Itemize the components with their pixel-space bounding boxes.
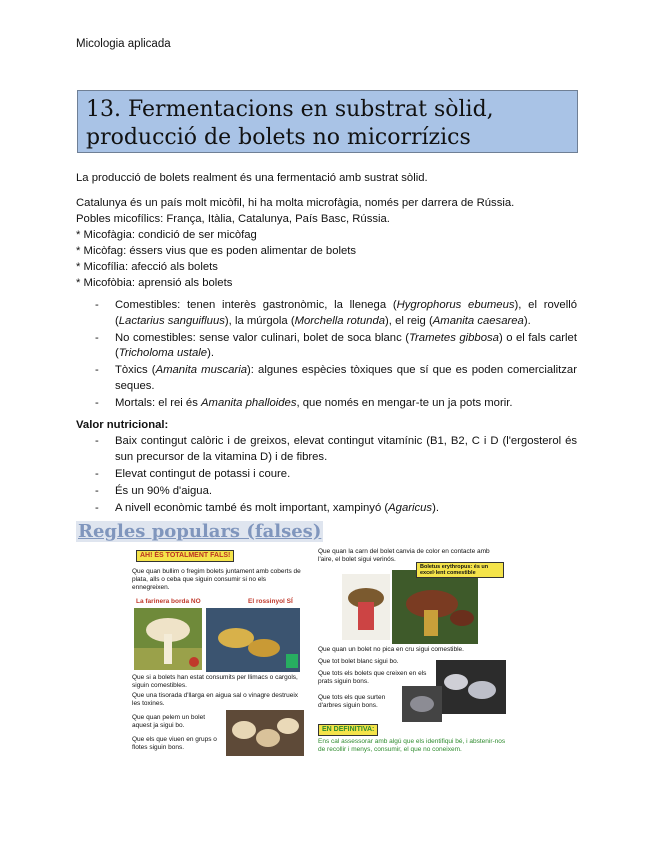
label-no: La farinera borda NO	[136, 598, 201, 605]
species-name: Lactarius sanguifluus	[118, 314, 225, 327]
text: ): algunes espècies tòxiques que sí que es poden comercialitzar seques.	[115, 364, 577, 392]
text: Comestibles: tenen interès gastronòmic, la llenega (	[115, 299, 397, 311]
popular-rules-figure	[130, 546, 510, 766]
title-line-1: 13. Fermentacions en substrat sòlid,	[86, 97, 494, 122]
rule-text: Que tots els bolets que creixen en els prats siguin bons.	[318, 670, 427, 685]
text: ), el reig (	[385, 314, 433, 327]
text: ).	[523, 314, 531, 327]
rule-text: Que quan bullim o fregim bolets juntament amb coberts de plata, alls o ceba que siguin consumir si no els ennegreixen.	[132, 568, 301, 591]
list-item: - És un 90% d'aigua.	[95, 484, 577, 500]
valor-nutricional-heading: Valor nutricional:	[76, 419, 169, 431]
list-item	[95, 298, 577, 329]
text-line: Catalunya és un país molt micòfil, hi ha molta microfàgia, només per darrera de Rússia.	[76, 197, 515, 209]
list-item	[95, 501, 577, 517]
mushroom-photo-boletus	[392, 570, 478, 644]
text: ), la múrgola (	[224, 314, 295, 327]
label-si: El rossinyol SÍ	[248, 598, 293, 605]
rule-text: Que tot bolet blanc sigui bo.	[318, 658, 399, 665]
list-item	[95, 396, 577, 412]
rule-text: Que quan un bolet no pica en cru sigui comestible.	[318, 646, 464, 653]
text: Tòxics (	[115, 364, 156, 376]
title-line-2: producció de bolets no micorrízics	[86, 125, 471, 150]
text-line: Pobles micofílics: França, Itàlia, Catalunya, País Basc, Rússia.	[76, 213, 390, 225]
mushroom-photo-white	[134, 608, 202, 670]
conclusion-text: Ens cal assessorar amb algú que els identifiqui bé, i abstenir-nos de recollir i menys, consumir, el que no coneixem.	[318, 738, 506, 753]
species-name: Morchella rotunda	[294, 314, 386, 327]
species-name: Amanita phalloides	[201, 396, 297, 409]
species-name: Agaricus	[388, 501, 433, 514]
mushroom-photo-dark	[402, 686, 442, 722]
rule-text: Que quan pelem un bolet aquest ja sigui bo.	[132, 714, 205, 729]
false-tag: AH! ÉS TOTALMENT FALS!	[136, 550, 234, 562]
mushroom-types-list	[95, 298, 577, 413]
text: , que només en mengar-te un ja pots morir.	[296, 396, 513, 409]
text: ), el rovelló (	[115, 299, 577, 327]
text: ).	[207, 347, 214, 359]
mushroom-photo-cut	[342, 574, 390, 640]
nutrition-list	[95, 434, 577, 518]
species-name: Amanita caesarea	[432, 314, 524, 327]
text: Mortals: el rei és	[115, 396, 202, 409]
rule-text: Que els que viuen en grups o flotes siguin bons.	[132, 736, 217, 751]
text: No comestibles: sense valor culinari, bolet de soca blanc (	[115, 331, 409, 344]
intro-paragraph: La producció de bolets realment és una fermentació amb sustrat sòlid.	[76, 172, 428, 184]
edible-tag: Boletus erythropus: és un excel·lent comestible	[416, 562, 504, 578]
list-item	[95, 331, 577, 362]
list-item: - Baix contingut calòric i de greixos, elevat contingut vitamínic (B1, B2, C i D (l'ergosterol és sun precursor de la vitamina D) i de fibres.	[95, 434, 577, 465]
list-item: - Elevat contingut de potassi i coure.	[95, 467, 577, 483]
text-line: * Micòfag: éssers vius que es poden alimentar de bolets	[76, 245, 357, 257]
species-name: Amanita muscaria	[155, 364, 247, 376]
page-header: Micologia aplicada	[76, 38, 171, 50]
rule-text: Que quan la carn del bolet canvia de color en contacte amb l'aire, el bolet sigui verinós.	[318, 548, 490, 563]
rule-text: Que una tisorada d'llarga en aigua sal o vinagre destrueix les toxines.	[132, 692, 299, 707]
rule-text: Que si a bolets han estat consumits per llimacs o cargols, siguin comestibles.	[132, 674, 298, 689]
mushroom-photo-group	[226, 710, 304, 756]
definitive-tag: EN DEFINITIVA:	[318, 724, 378, 736]
mushroom-photo-white-group	[436, 660, 506, 714]
text-line: * Micofília: afecció als bolets	[76, 261, 218, 273]
list-item	[95, 363, 577, 394]
text-line: * Micofàgia: condició de ser micòfag	[76, 229, 257, 241]
species-name: Tricholoma ustale	[118, 347, 208, 359]
mushroom-photo-chanterelle	[206, 608, 300, 672]
species-name: Hygrophorus ebumeus	[396, 299, 515, 311]
text: ) o el fals carlet (	[115, 331, 577, 359]
section-title	[77, 90, 578, 153]
species-name: Trametes gibbosa	[408, 331, 499, 344]
definitions-block	[76, 195, 586, 291]
rule-text: Que tots els que surten d'arbres siguin bons.	[318, 694, 386, 709]
text: A nivell econòmic també és molt important, xampinyó (	[115, 501, 389, 514]
regles-heading: Regles populars (falses)	[78, 521, 322, 542]
text: ).	[432, 501, 439, 514]
text-line: * Micofòbia: aprensió als bolets	[76, 277, 233, 289]
